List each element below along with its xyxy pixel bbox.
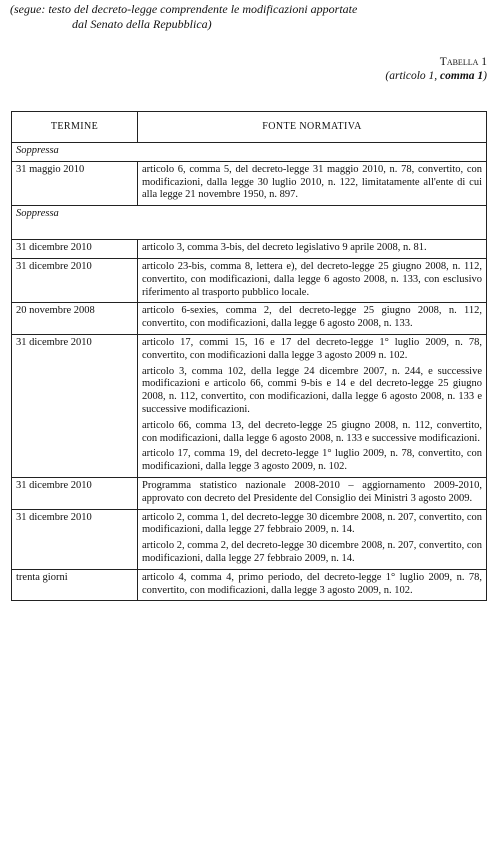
column-header-fonte: FONTE NORMATIVA <box>138 112 487 143</box>
fonte-cell <box>138 477 487 509</box>
fonte-paragraph: articolo 6-sexies, comma 2, del decreto-legge 25 giugno 2008, n. 112, convertito, con modificazioni, dalla legge 6 agosto 2008, n. 133. <box>142 305 482 330</box>
fonte-paragraph: articolo 2, comma 1, del decreto-legge 30 dicembre 2008, n. 207, convertito, con modificazioni, dalla legge 27 febbraio 2009, n. 14. <box>142 511 482 536</box>
table-caption <box>385 55 487 84</box>
reference-bold: comma 1 <box>440 70 484 83</box>
fonte-paragraph: articolo 6, comma 5, del decreto-legge 31 maggio 2010, n. 78, convertito, con modificazioni, dalla legge 30 luglio 2010, n. 122, limitatamente all'ente di cui alla legge 21 novembre 1950, n. 897. <box>142 163 482 201</box>
fonte-paragraph: articolo 23-bis, comma 8, lettera e), del decreto-legge 25 giugno 2008, n. 112, convertito, con modificazioni, dalla legge 6 agosto 2008, n. 133, con esclusivo riferimento al trasporto pubblico locale. <box>142 260 482 298</box>
table-row <box>12 206 487 240</box>
fonte-cell <box>138 509 487 569</box>
table-row <box>12 303 487 335</box>
table-row <box>12 334 487 477</box>
fonte-paragraph: articolo 17, commi 15, 16 e 17 del decreto-legge 1° luglio 2009, n. 78, convertito, con modificazioni dalla legge 3 agosto 2009 n. 102. <box>142 336 482 361</box>
table-header-row <box>12 112 487 143</box>
fonte-cell <box>138 303 487 335</box>
fonte-paragraph: articolo 66, comma 13, del decreto-legge 25 giugno 2008, n. 112, convertito, con modificazioni, dalla legge 6 agosto 2008, n. 133 e successive modificazioni. <box>142 419 482 444</box>
termine-cell: trenta giorni <box>12 569 138 601</box>
fonte-paragraph: articolo 2, comma 2, del decreto-legge 30 dicembre 2008, n. 207, convertito, con modificazioni, dalla legge 27 febbraio 2009, n. 14. <box>142 540 482 564</box>
termine-cell: 31 dicembre 2010 <box>12 240 138 259</box>
table-row <box>12 509 487 569</box>
termine-cell: 31 dicembre 2010 <box>12 334 138 477</box>
table-row <box>12 258 487 302</box>
header-line-1: (segue: testo del decreto-legge comprendente le modificazioni apportate <box>10 2 358 16</box>
fonte-cell <box>138 334 487 477</box>
page-header <box>10 2 488 32</box>
table-reference <box>385 69 487 83</box>
column-header-termine: TERMINE <box>12 112 138 143</box>
fonte-paragraph: articolo 3, comma 3-bis, del decreto legislativo 9 aprile 2008, n. 81. <box>142 242 427 254</box>
termine-cell: 31 dicembre 2010 <box>12 509 138 569</box>
fonte-paragraph: articolo 3, comma 102, della legge 24 dicembre 2007, n. 244, e successive modificazioni e articolo 66, commi 9-bis e 14 e del decreto-legge 25 giugno 2008, n. 112, convertito, con modificazioni, dalla legge 6 agosto 2008, n. 133 e successive modificazioni. <box>142 365 482 415</box>
suppressed-cell: Soppressa <box>12 206 487 240</box>
table-row <box>12 161 487 205</box>
fonte-cell <box>138 240 487 259</box>
header-line-2: dal Senato della Repubblica) <box>72 17 212 31</box>
suppressed-cell: Soppressa <box>12 143 487 162</box>
table-row <box>12 240 487 259</box>
termine-cell: 31 dicembre 2010 <box>12 477 138 509</box>
table-title: Tabella 1 <box>439 56 487 68</box>
fonte-cell <box>138 161 487 205</box>
termine-cell: 31 dicembre 2010 <box>12 258 138 302</box>
norms-table <box>11 111 487 601</box>
reference-open: (articolo 1, <box>385 70 441 83</box>
table-body <box>12 143 487 601</box>
table-row <box>12 143 487 162</box>
fonte-paragraph: articolo 4, comma 4, primo periodo, del decreto-legge 1° luglio 2009, n. 78, convertito, con modificazioni, dalla legge 3 agosto 2009, n. 102. <box>142 571 482 596</box>
fonte-cell <box>138 569 487 601</box>
reference-close: ) <box>483 70 487 83</box>
termine-cell: 20 novembre 2008 <box>12 303 138 335</box>
fonte-paragraph: articolo 17, comma 19, del decreto-legge 1° luglio 2009, n. 78, convertito, con modificazioni, dalla legge 3 agosto 2009, n. 102. <box>142 448 482 473</box>
fonte-cell <box>138 258 487 302</box>
table-row <box>12 477 487 509</box>
termine-cell: 31 maggio 2010 <box>12 161 138 205</box>
table-row <box>12 569 487 601</box>
fonte-paragraph: Programma statistico nazionale 2008-2010 – aggiornamento 2009-2010, approvato con decreto del Presidente del Consiglio dei Ministri 3 agosto 2009. <box>142 479 482 504</box>
